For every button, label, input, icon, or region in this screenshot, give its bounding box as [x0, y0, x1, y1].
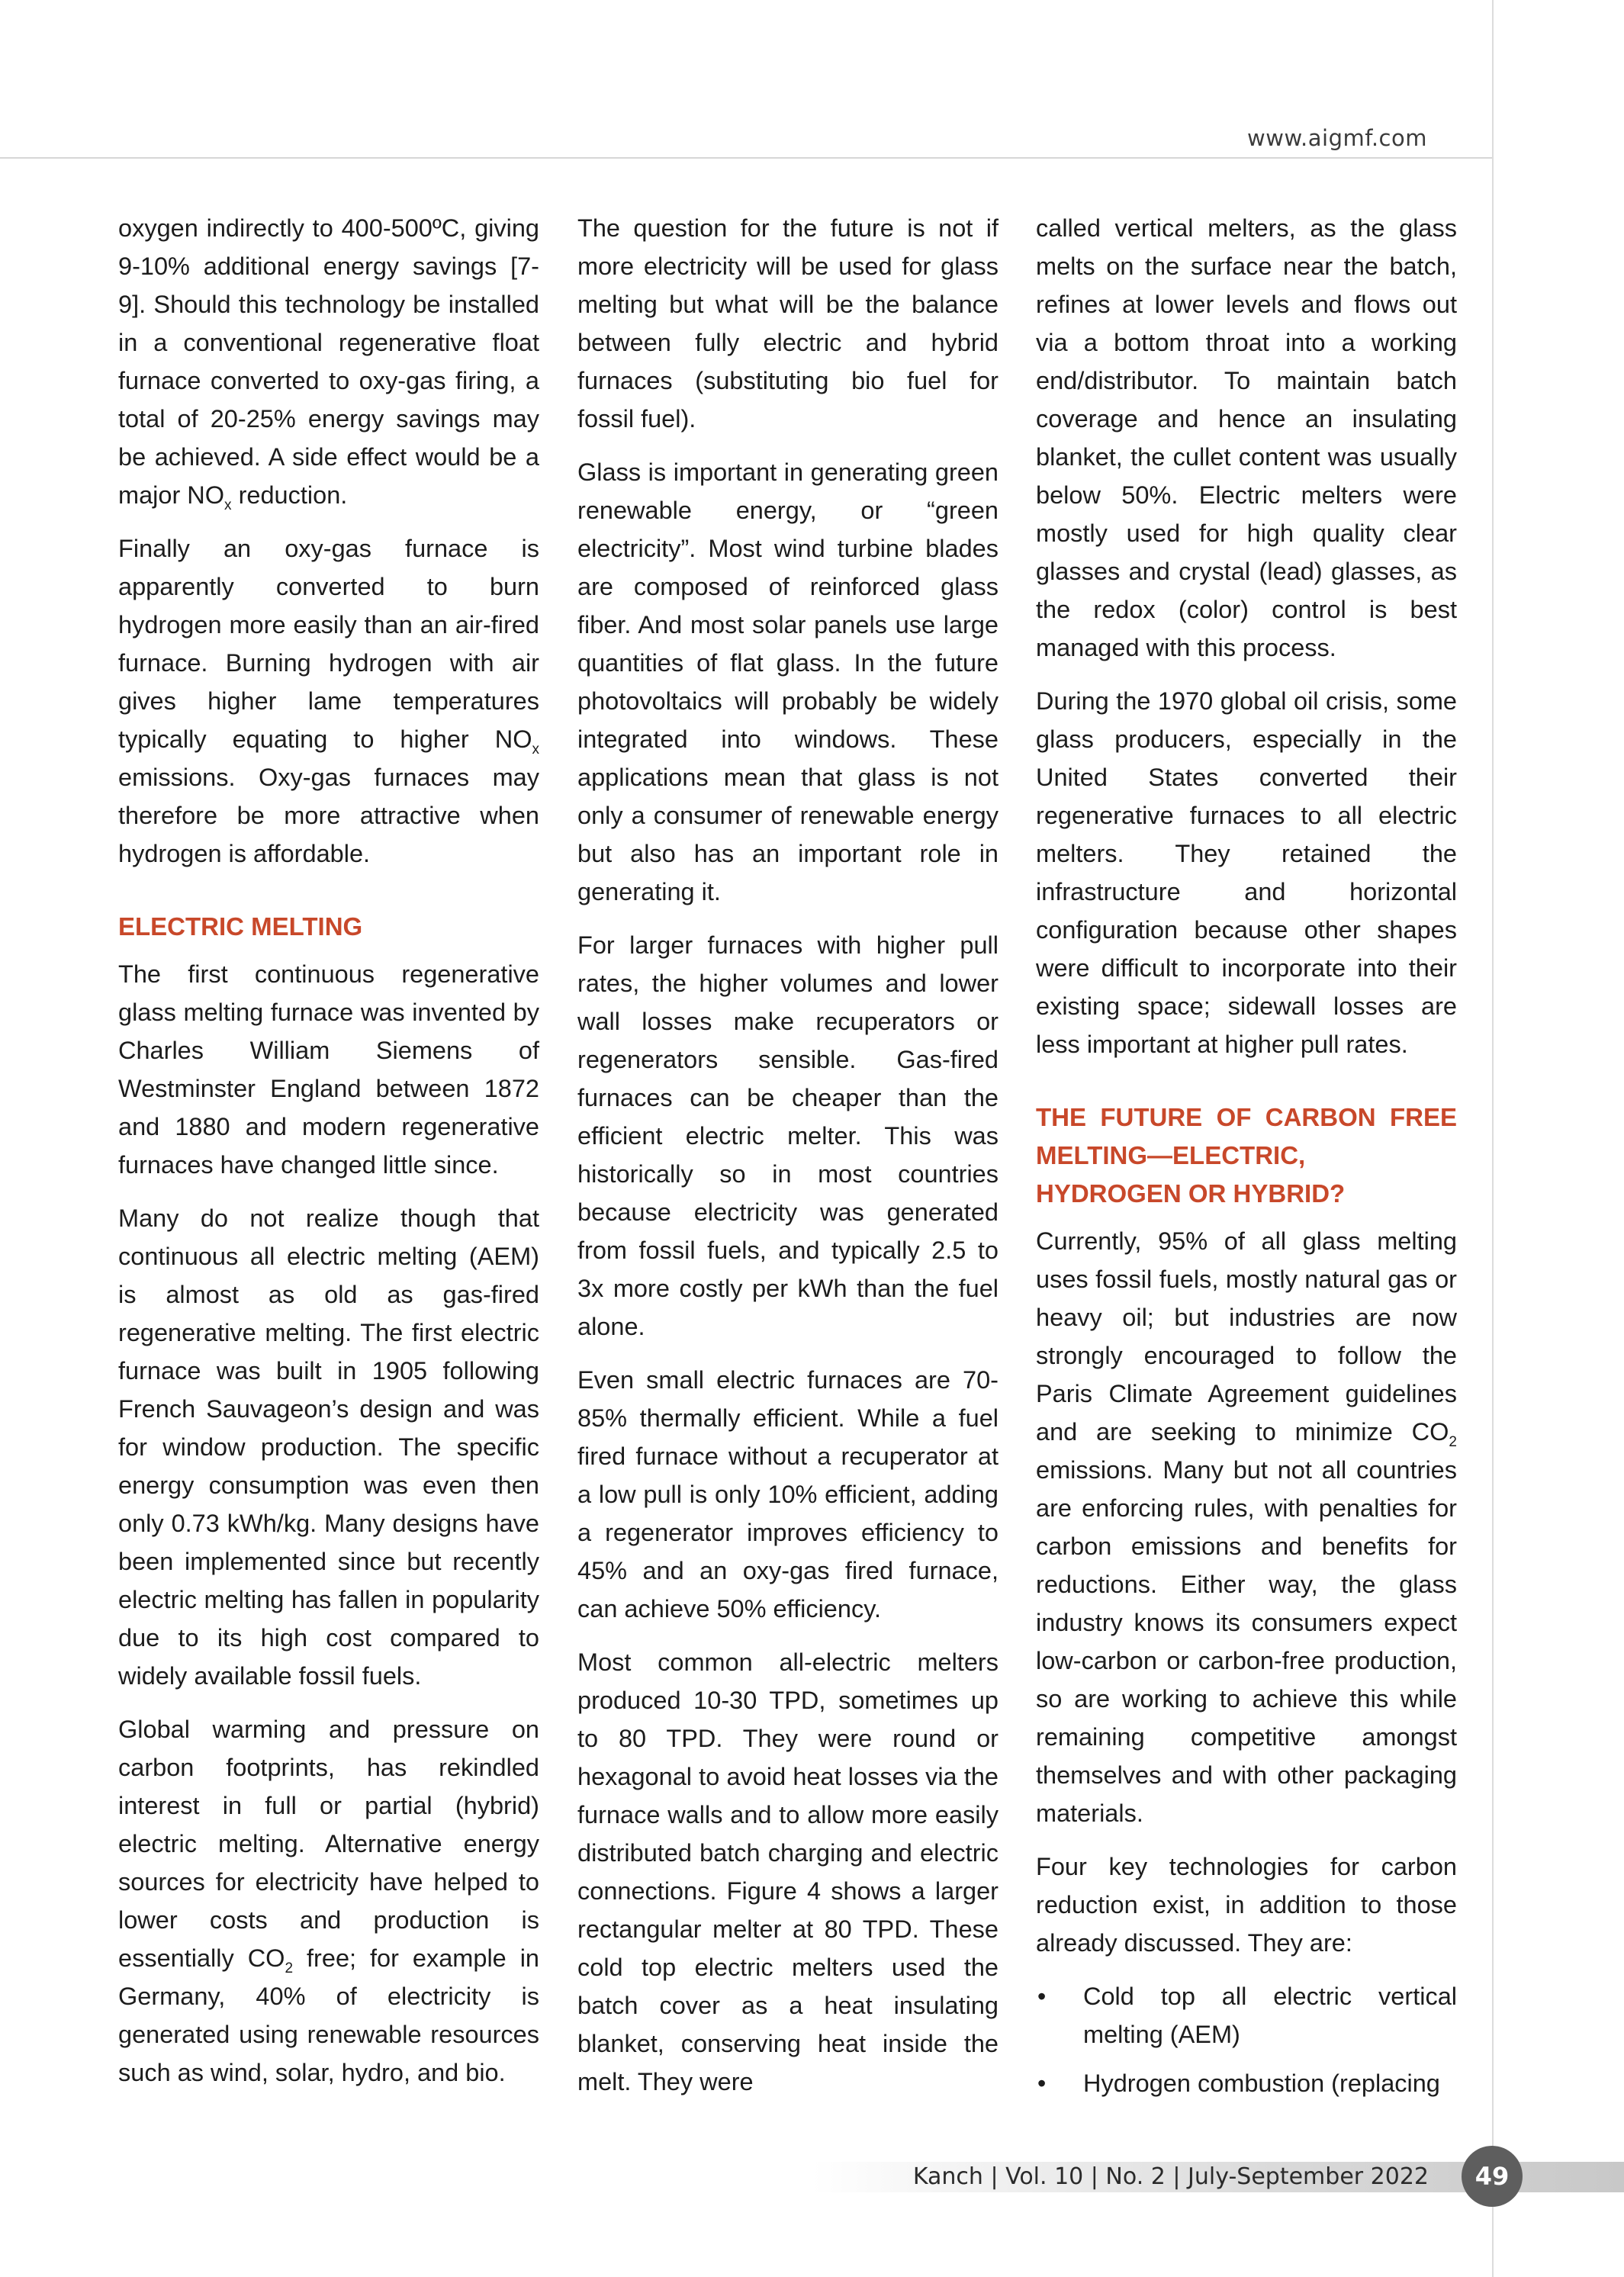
- right-margin-rule: [1492, 0, 1494, 2277]
- paragraph: oxygen indirectly to 400-500ºC, giving 9-10% additional energy savings [7-9]. Should this technology be installed in a conventional regenerative float furnace converted to oxy-gas firing, a total of 20-25% energy savings may be achieved. A side effect would be a major $NO_x$ reduction.: [118, 214, 539, 513]
- paragraph: Even small electric furnaces are 70-85% thermally efficient. While a fuel fired furnace without a recuperator at a low pull is only 10% efficient, adding a regenerator improves efficiency to 45% and an oxy-gas fired furnace, can achieve 50% efficiency.: [577, 1366, 999, 1623]
- paragraph: Most common all-electric melters produced 10-30 TPD, sometimes up to 80 TPD. They were round or hexagonal to avoid heat losses via the furnace walls and to allow more easily distributed batch charging and electric connections. Figure 4 shows a larger rectangular melter at 80 TPD. These cold top electric melters used the batch cover as a heat insulating blanket, conserving heat inside the melt. They were: [577, 1648, 999, 2095]
- paragraph: During the 1970 global oil crisis, some glass producers, especially in the United States converted their regenerative furnaces to all electric melters. They retained the infrastructure and horizontal configuration because other shapes were difficult to incorporate into their existing space; sidewall losses are less important at higher pull rates.: [1036, 687, 1457, 1058]
- paragraph: Glass is important in generating green renewable energy, or “green electricity”. Most wind turbine blades are composed of reinforced glass fiber. And most solar panels use large quantities of flat glass. In the future photovoltaics will probably be widely integrated into windows. These applications mean that glass is not only a consumer of renewable energy but also has an important role in generating it.: [577, 458, 999, 905]
- paragraph: For larger furnaces with higher pull rates, the higher volumes and lower wall losses make recuperators or regenerators sensible. Gas-fired furnaces can be cheaper than the efficient electric melter. This was historically so in most countries because electricity was generated from fossil fuels, and typically 2.5 to 3x more costly per kWh than the fuel alone.: [577, 931, 999, 1340]
- paragraph: Many do not realize though that continuous all electric melting (AEM) is almost as old as gas-fired regenerative melting. The first electric furnace was built in 1905 following French Sauvageon’s design and was for window production. The specific energy consumption was even then only 0.73 kWh/kg. Many designs have been implemented since but recently electric melting has fallen in popularity due to its high cost compared to widely available fossil fuels.: [118, 1204, 539, 1690]
- paragraph: The question for the future is not if more electricity will be used for glass melting but what will be the balance between fully electric and hybrid furnaces (substituting bio fuel for fossil fuel).: [577, 214, 999, 433]
- paragraph: called vertical melters, as the glass melts on the surface near the batch, refines at lower levels and flows out via a bottom throat into a working end/distributor. To maintain batch coverage and hence an insulating blanket, the cullet content was usually below 50%. Electric melters were mostly used for high quality clear glasses and crystal (lead) glasses, as the redox (color) control is best managed with this process.: [1036, 214, 1457, 661]
- text-column-3: [1036, 209, 1457, 2113]
- list-item: • Cold top all electric vertical melting (AEM): [1036, 1977, 1457, 2053]
- journal-citation: Kanch | Vol. 10 | No. 2 | July-September 2022: [912, 2163, 1429, 2190]
- paragraph: Four key technologies for carbon reduction exist, in addition to those already discussed. They are:: [1036, 1853, 1457, 1957]
- header-divider: [0, 157, 1492, 159]
- section-heading-electric-melting: ELECTRIC MELTING: [118, 912, 363, 941]
- technology-list: [1036, 1977, 1457, 2102]
- page-number-badge: 49: [1462, 2146, 1523, 2207]
- paragraph: Finally an oxy-gas furnace is apparently converted to burn hydrogen more easily than an air-fired furnace. Burning hydrogen with air gives higher lame temperatures typically equating to higher $NO_x$ emissions. Oxy-gas furnaces may therefore be more attractive when hydrogen is affordable.: [118, 535, 539, 867]
- paragraph: Global warming and pressure on carbon footprints, has rekindled interest in full or partial (hybrid) electric melting. Alternative energy sources for electricity have helped to lower costs and production is essentially $CO_2$ free; for example in Germany, 40% of electricity is generated using renewable resources such as wind, solar, hydro, and bio.: [118, 1716, 539, 2086]
- list-item: • Hydrogen combustion (replacing: [1036, 2064, 1457, 2102]
- website-url[interactable]: www.aigmf.com: [1247, 125, 1427, 151]
- text-column-2: [577, 209, 999, 2116]
- text-column-1: [118, 209, 539, 2107]
- paragraph: The first continuous regenerative glass melting furnace was invented by Charles William Siemens of Westminster England between 1872 and 1880 and modern regenerative furnaces have changed little since.: [118, 960, 539, 1179]
- paragraph: Currently, 95% of all glass melting uses fossil fuels, mostly natural gas or heavy oil; but industries are now strongly encouraged to follow the Paris Climate Agreement guidelines and are seeking to minimize $CO_2$ emissions. Many but not all countries are enforcing rules, with penalties for carbon emissions and benefits for reductions. Either way, the glass industry knows its consumers expect low-carbon or carbon-free production, so are working to achieve this while remaining competitive amongst themselves and with other packaging materials.: [1036, 1227, 1457, 1827]
- section-heading-future-of-carbon-free-melting: THE FUTURE OF CARBON FREE MELTING—ELECTRIC, HYDROGEN OR HYBRID?: [1036, 1103, 1457, 1208]
